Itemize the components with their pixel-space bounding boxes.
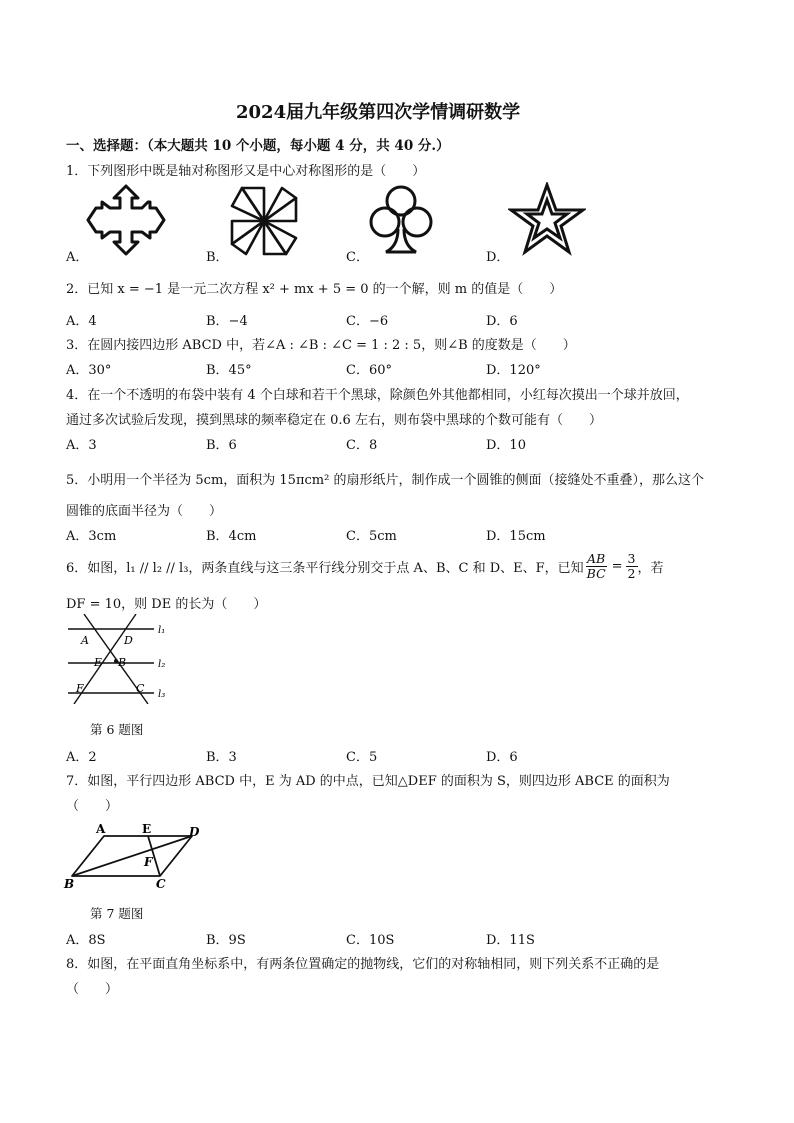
question-5-line-1: 5．小明用一个半径为 5cm，面积为 15πcm² 的扇形纸片，制作成一个圆锥的侧面（接缝处不重叠），那么这个: [66, 473, 704, 488]
q2-option-c: C．−6: [346, 314, 389, 329]
question-4-line-2: 通过多次试验后发现，摸到黑球的频率稳定在 0.6 左右，则布袋中黑球的个数可能有（ ）: [66, 413, 602, 428]
q5-option-b: B．4cm: [206, 529, 257, 544]
figure-7-caption: 第 7 题图: [90, 906, 144, 921]
question-6-line-2: DF = 10，则 DE 的长为（ ）: [66, 597, 267, 612]
cross-arrow-figure: [86, 184, 166, 256]
q3-option-a: A．30°: [66, 363, 112, 378]
q6-value-denominator: 2: [627, 565, 636, 581]
q1-option-a: A．: [66, 250, 89, 265]
q3-option-d: D．120°: [486, 363, 541, 378]
q4-option-a: A．3: [66, 438, 97, 453]
q2-option-d: D．6: [486, 314, 518, 329]
question-8-line-2: （ ）: [66, 982, 119, 997]
question-7-line-2: （ ）: [66, 799, 119, 814]
fig7-label-b: B: [64, 877, 75, 891]
q6-option-b: B．3: [206, 750, 237, 765]
fig7-label-a: A: [96, 822, 106, 836]
q3-option-b: B．45°: [206, 363, 252, 378]
q1-option-c: C．: [346, 250, 369, 265]
q6-fraction-numerator: AB: [587, 550, 606, 566]
q6-text-pre: 6．如图，l₁ // l₂ // l₃，两条直线与这三条平行线分别交于点 A、B、C 和 D、E、F，已知: [66, 560, 584, 576]
fig6-label-e: E: [94, 656, 103, 669]
double-star-figure: [508, 182, 586, 256]
question-4-line-1: 4．在一个不透明的布袋中装有 4 个白球和若干个黑球，除颜色外其他都相同，小红每次摸出一个球并放回，: [66, 388, 689, 403]
q6-value-fraction: [626, 552, 638, 581]
q1-option-d: D．: [486, 250, 510, 265]
q6-option-a: A．2: [66, 750, 97, 765]
question-8-line-1: 8．如图，在平面直角坐标系中，有两条位置确定的抛物线，它们的对称轴相同，则下列关系不正确的是: [66, 957, 660, 972]
q5-option-c: C．5cm: [346, 529, 397, 544]
q7-option-d: D．11S: [486, 933, 535, 948]
question-5-line-2: 圆锥的底面半径为（ ）: [66, 504, 223, 519]
question-7-line-1: 7．如图，平行四边形 ABCD 中，E 为 AD 的中点，已知△DEF 的面积为 S，则四边形 ABCE 的面积为: [66, 774, 670, 789]
q6-equals-sign: =: [611, 558, 623, 574]
q1-option-b: B．: [206, 250, 229, 265]
q2-option-b: B．−4: [206, 314, 248, 329]
page-title: 2024届九年级第四次学情调研数学: [236, 102, 521, 123]
q6-option-c: C．5: [346, 750, 378, 765]
q4-option-b: B．6: [206, 438, 237, 453]
q4-option-c: C．8: [346, 438, 378, 453]
q7-option-a: A．8S: [66, 933, 106, 948]
q2-option-a: A．4: [66, 314, 97, 329]
q6-value-numerator: 3: [627, 550, 636, 566]
section-heading: 一、选择题：（本大题共 10 个小题，每小题 4 分，共 40 分.）: [66, 138, 450, 154]
fig6-label-l3: l₃: [158, 689, 166, 700]
fig6-label-b: B: [118, 656, 127, 669]
figure-7-parallelogram: [62, 820, 206, 892]
q4-option-d: D．10: [486, 438, 526, 453]
pinwheel-figure: [228, 186, 300, 256]
q6-fraction-denominator: BC: [586, 565, 606, 581]
question-1-text: 1．下列图形中既是轴对称图形又是中心对称图形的是（ ）: [66, 164, 426, 179]
q5-option-a: A．3cm: [66, 529, 117, 544]
fig6-label-f: F: [76, 682, 84, 695]
q3-option-c: C．60°: [346, 363, 392, 378]
question-3-text: 3．在圆内接四边形 ABCD 中，若∠A : ∠B : ∠C = 1 : 2 : 5，则∠B 的度数是（ ）: [66, 338, 576, 353]
fig6-label-d: D: [124, 634, 133, 647]
fig6-label-l1: l₁: [158, 625, 166, 636]
fig6-label-a: A: [81, 634, 89, 647]
q7-option-b: B．9S: [206, 933, 246, 948]
fig7-label-f: F: [144, 855, 153, 869]
q6-ratio-fraction: [586, 552, 607, 581]
fig7-label-c: C: [156, 877, 166, 891]
q5-option-d: D．15cm: [486, 529, 546, 544]
fig6-label-l2: l₂: [158, 659, 166, 670]
question-6-line-1: [66, 548, 664, 584]
question-2-text: 2．已知 x = −1 是一元二次方程 x² + mx + 5 = 0 的一个解，则 m 的值是（ ）: [66, 282, 563, 297]
q6-option-d: D．6: [486, 750, 518, 765]
figure-6-parallel-lines: [64, 614, 174, 704]
fig6-label-c: C: [136, 682, 145, 695]
fig7-label-d: D: [189, 825, 200, 839]
figure-6-caption: 第 6 题图: [90, 722, 144, 737]
q7-option-c: C．10S: [346, 933, 395, 948]
fig7-label-e: E: [142, 822, 152, 836]
club-figure: [368, 184, 434, 256]
q6-text-post: ，若: [637, 560, 664, 576]
